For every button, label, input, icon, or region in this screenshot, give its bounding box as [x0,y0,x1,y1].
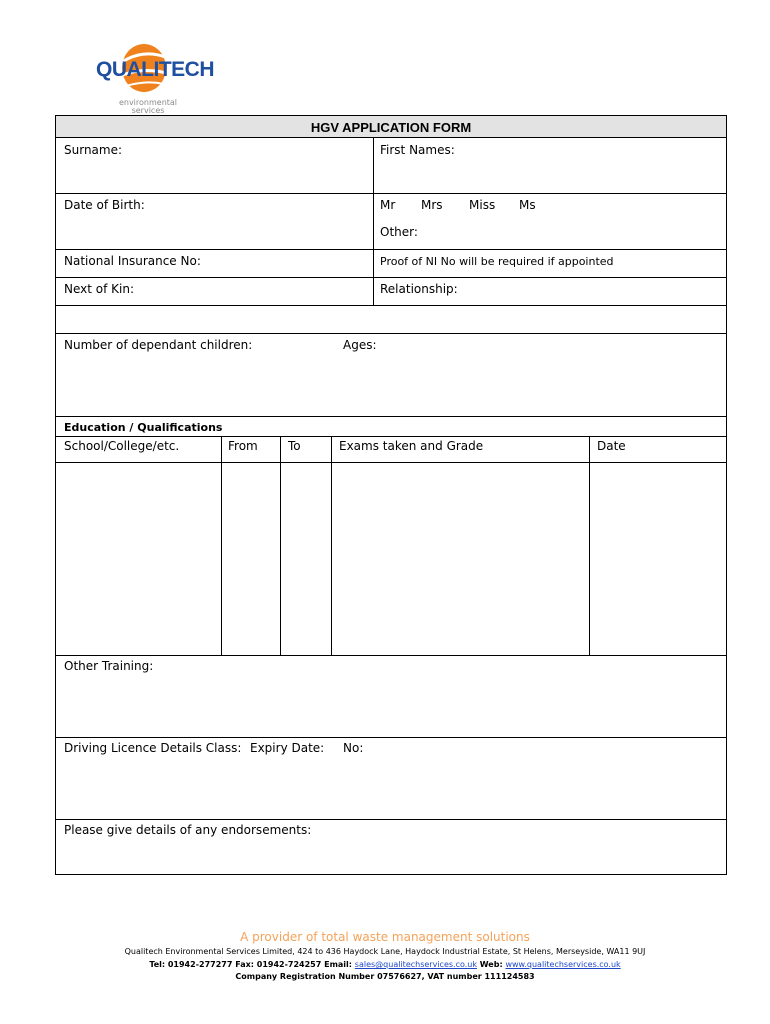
footer-tel: Tel: 01942-277277 [149,960,233,969]
logo-brand-text: QUALITECH [96,58,214,81]
endorsements-field[interactable]: Please give details of any endorsements: [64,823,312,837]
title-other-field[interactable]: Other: [380,225,418,239]
licence-expiry-field[interactable]: Expiry Date: [250,741,325,755]
footer-address: Qualitech Environmental Services Limited, 424 to 436 Haydock Lane, Haydock Industrial Estate, St Helens, Merseyside, WA11 9UJ [124,947,646,956]
row-divider [56,305,726,306]
column-divider [280,436,281,655]
form-title: HGV APPLICATION FORM [310,120,472,135]
ni-proof-note: Proof of NI No will be required if appointed [380,255,614,268]
row-divider [56,333,726,334]
education-heading: Education / Qualifications [64,421,223,434]
other-training-field[interactable]: Other Training: [64,659,154,673]
footer-email-link[interactable]: sales@qualitechservices.co.uk [354,960,477,969]
surname-field[interactable]: Surname: [64,143,123,157]
column-divider [221,436,222,655]
edu-col-school: School/College/etc. [64,439,180,453]
row-divider [56,416,726,417]
edu-col-exams: Exams taken and Grade [339,439,484,453]
row-divider [56,277,726,278]
edu-col-to: To [288,439,301,453]
column-divider [589,436,590,655]
date-of-birth-field[interactable]: Date of Birth: [64,198,145,212]
footer-tagline: A provider of total waste management solutions [240,930,530,944]
ages-field[interactable]: Ages: [343,338,377,352]
row-divider [56,819,726,820]
edu-col-date: Date [597,439,626,453]
licence-class-field[interactable]: Driving Licence Details Class: [64,741,242,755]
footer-contact [0,960,770,969]
national-insurance-field[interactable]: National Insurance No: [64,254,201,268]
logo-subtitle-line-1: environmental [118,98,178,107]
footer-fax: Fax: 01942-724257 [235,960,322,969]
logo-subtitle-line-2: services [131,106,165,115]
relationship-field[interactable]: Relationship: [380,282,458,296]
licence-number-field[interactable]: No: [343,741,364,755]
edu-col-from: From [228,439,258,453]
first-names-field[interactable]: First Names: [380,143,455,157]
row-divider [56,737,726,738]
column-divider [373,138,374,305]
title-option-miss[interactable]: Miss [469,198,496,212]
footer-web-link[interactable]: www.qualitechservices.co.uk [505,960,621,969]
column-divider [331,436,332,655]
footer-registration: Company Registration Number 07576627, VAT number 111124583 [235,972,535,981]
footer-web-label: Web: [479,960,503,969]
row-divider [56,655,726,656]
row-divider [56,436,726,437]
title-option-ms[interactable]: Ms [519,198,536,212]
company-logo [92,40,212,116]
title-option-mrs[interactable]: Mrs [421,198,443,212]
dependant-children-field[interactable]: Number of dependant children: [64,338,253,352]
row-divider [56,249,726,250]
footer-email-label: Email: [324,960,352,969]
title-option-mr[interactable]: Mr [380,198,396,212]
next-of-kin-field[interactable]: Next of Kin: [64,282,135,296]
row-divider [56,462,726,463]
row-divider [56,193,726,194]
hgv-application-form [55,115,727,875]
